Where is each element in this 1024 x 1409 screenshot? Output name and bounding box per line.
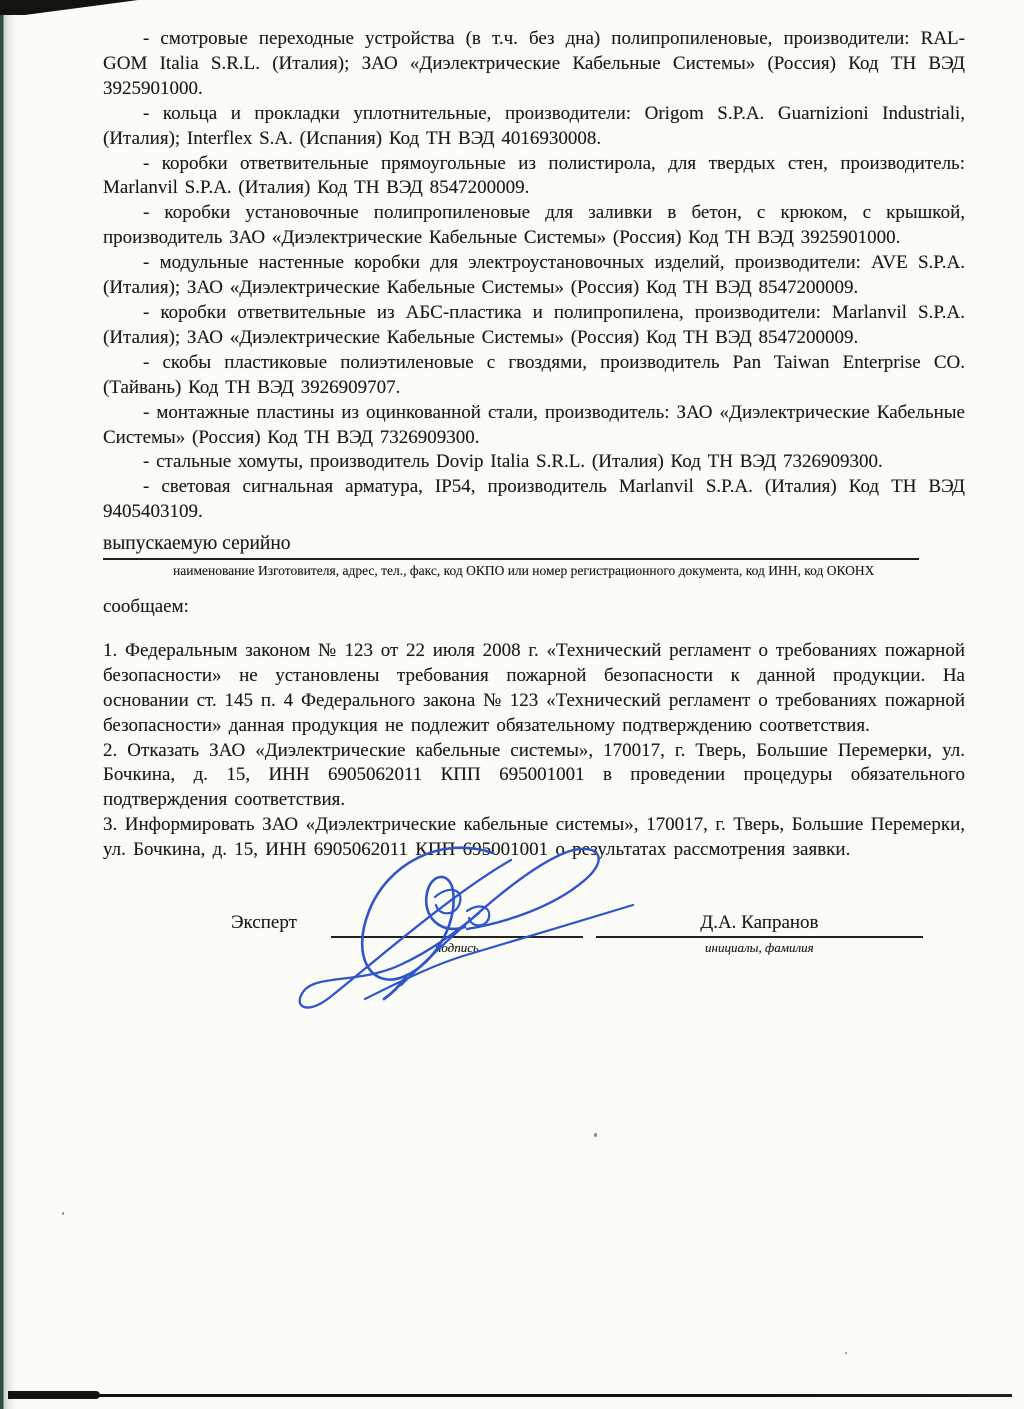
- clause-item: 1. Федеральным законом № 123 от 22 июля 2008 г. «Технический регламент о требованиях пожарной безопасности» не установлены требования пожарной безопасности к данной продукции. На основании ст. 145 п. 4 Федерального закона № 123 «Технический регламент о требованиях пожарной безопасности» данная продукция не подлежит обязательному подтверждению соответствия.: [103, 639, 965, 736]
- signature-block: [103, 911, 965, 955]
- signature-field: [331, 911, 583, 955]
- product-item: - стальные хомуты, производитель Dovip Italia S.R.L. (Италия) Код ТН ВЭД 7326909300.: [143, 451, 883, 473]
- product-item: - монтажные пластины из оцинкованной стали, производитель: ЗАО «Диэлектрические Кабельные Системы» (Россия) Код ТН ВЭД 7326909300.: [103, 401, 965, 448]
- serial-production-label: выпускаемую серийно: [103, 533, 291, 555]
- product-item: - смотровые переходные устройства (в т.ч. без дна) полипропиленовые, производители: RAL-GOM Italia S.R.L. (Италия); ЗАО «Диэлектрические Кабельные Системы» (Россия) Код ТН ВЭД 3925901000.: [103, 28, 965, 99]
- document-body: [103, 27, 965, 955]
- scan-corner-artifact: [0, 0, 138, 15]
- serial-production-field: [103, 532, 919, 560]
- product-item: - коробки установочные полипропиленовые для заливки в бетон, с крюком, с крышкой, производитель ЗАО «Диэлектрические Кабельные Системы» (Россия) Код ТН ВЭД 3925901000.: [103, 202, 965, 249]
- name-caption: инициалы, фамилия: [705, 940, 814, 956]
- product-item: - коробки ответвительные из АБС-пластика и полипропилена, производители: Marlanvil S.P.A. (Италия); ЗАО «Диэлектрические Кабельные Системы» (Россия) Код ТН ВЭД 8547200009.: [103, 301, 965, 348]
- product-item: - скобы пластиковые полиэтиленовые с гвоздями, производитель Pan Taiwan Enterprise CO. (Тайвань) Код ТН ВЭД 3926909707.: [103, 351, 965, 398]
- expert-name: Д.А. Капранов: [700, 912, 819, 934]
- name-line: [596, 936, 923, 938]
- name-field: [596, 911, 923, 955]
- clause-item: 2. Отказать ЗАО «Диэлектрические кабельные системы», 170017, г. Тверь, Большие Перемерки, ул. Бочкина, д. 15, ИНН 6905062011 КПП 695001001 в проведении процедуры обязательного подтверждения соответствия.: [103, 739, 965, 811]
- product-item: - кольца и прокладки уплотнительные, производители: Origom S.P.A. Guarnizioni Industriali, (Италия); Interflex S.A. (Испания) Код ТН ВЭД 4016930008.: [103, 102, 965, 149]
- scan-bottom-line: [8, 1394, 1012, 1397]
- report-intro: сообщаем:: [103, 596, 189, 618]
- signature-caption: подпись: [434, 940, 479, 956]
- product-item: - коробки ответвительные прямоугольные из полистирола, для твердых стен, производитель: Marlanvil S.P.A. (Италия) Код ТН ВЭД 8547200009.: [103, 152, 965, 199]
- scan-speck: [845, 1352, 847, 1354]
- serial-field-caption: наименование Изготовителя, адрес, тел., факс, код ОКПО или номер регистрационного документа, код ИНН, код ОКОНХ: [173, 563, 875, 579]
- scanner-edge-strip: [0, 0, 16, 1409]
- product-item: - модульные настенные коробки для электроустановочных изделий, производители: AVE S.P.A. (Италия); ЗАО «Диэлектрические Кабельные Системы» (Россия) Код ТН ВЭД 8547200009.: [103, 252, 965, 299]
- signature-line: [331, 936, 583, 938]
- scan-speck: [594, 1133, 597, 1137]
- product-item: - световая сигнальная арматура, IP54, производитель Marlanvil S.P.A. (Италия) Код ТН ВЭД 9405403109.: [103, 476, 965, 523]
- product-list: [103, 27, 965, 525]
- clause-item: 3. Информировать ЗАО «Диэлектрические кабельные системы», 170017, г. Тверь, Большие Перемерки, ул. Бочкина, д. 15, ИНН 6905062011 КПП 695001001 о результатах рассмотрения заявки.: [103, 814, 965, 861]
- expert-role-label: Эксперт: [231, 912, 297, 934]
- scan-speck: [62, 1212, 64, 1215]
- decision-clauses: [103, 639, 965, 863]
- signature-space: [331, 911, 583, 936]
